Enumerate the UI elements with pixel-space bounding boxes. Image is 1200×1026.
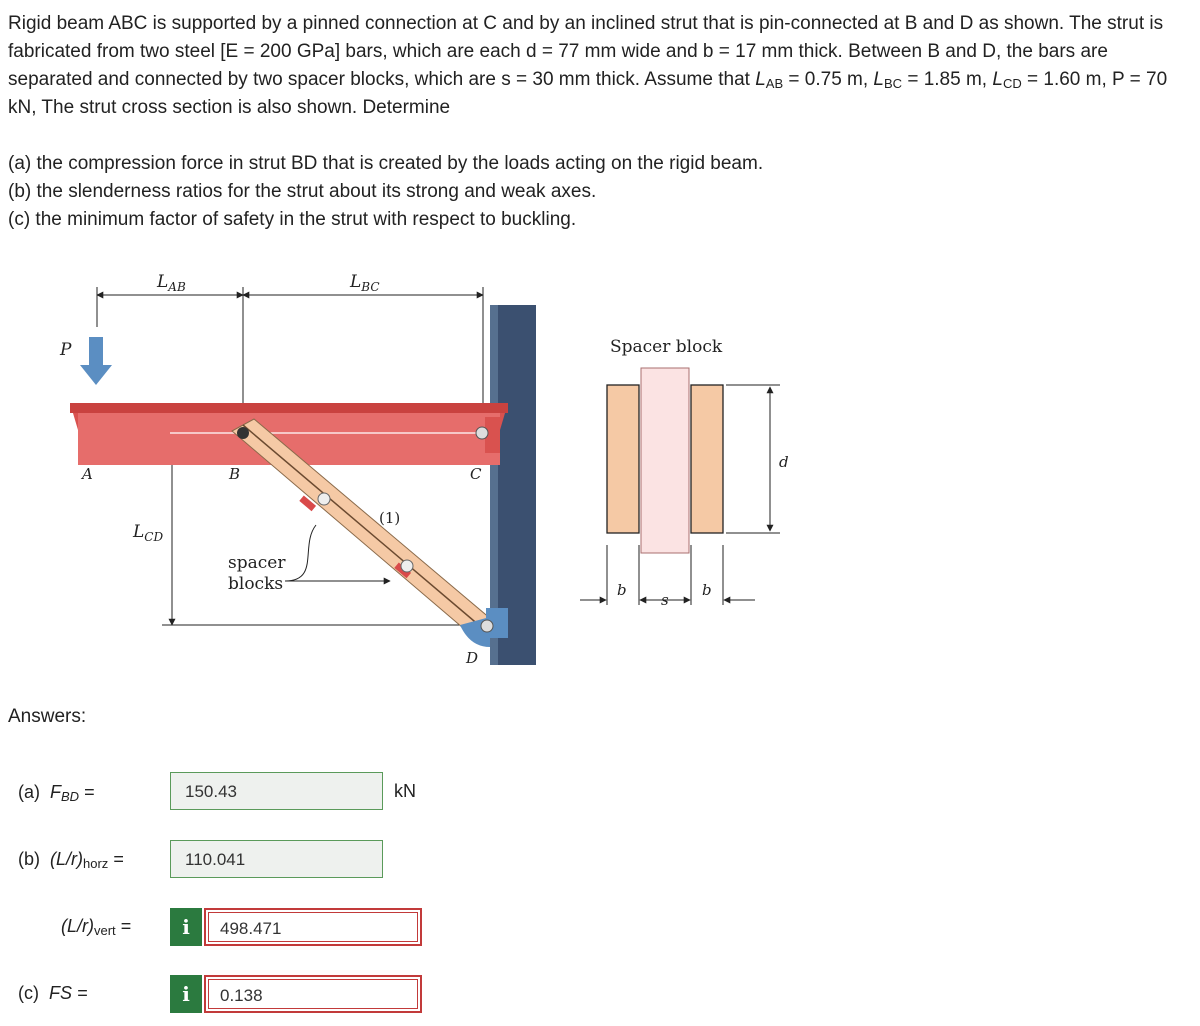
answer-a-label: (a) $F_{BD}$ = <box>18 782 95 804</box>
answer-a-input[interactable]: 150.43 <box>170 772 383 810</box>
info-icon[interactable]: i <box>170 975 202 1013</box>
section-label-d: d <box>779 453 789 471</box>
label-spacer-line2: blocks <box>228 574 284 594</box>
label-lcd: $L_{CD}$ <box>133 522 164 544</box>
part-b-text: (b) the slenderness ratios for the strut about its strong and weak axes. <box>8 181 597 202</box>
label-p: P <box>60 340 72 360</box>
answer-b-horz-label: (b) $(L/r)_{horz}$ = <box>18 849 124 871</box>
part-a-text: (a) the compression force in strut BD that is created by the loads acting on the rigid beam. <box>8 153 764 174</box>
load-arrow-icon <box>80 337 112 385</box>
label-c: C <box>470 465 482 483</box>
answer-a-unit: kN <box>394 781 416 801</box>
part-c-text: (c) the minimum factor of safety in the strut with respect to buckling. <box>8 209 577 230</box>
info-icon[interactable]: i <box>170 908 202 946</box>
label-spacer-line1: spacer <box>228 553 286 573</box>
label-member-1: (1) <box>379 509 401 527</box>
spacer-leader <box>285 525 316 581</box>
problem-parts <box>8 150 763 234</box>
label-b: B <box>229 465 241 483</box>
section-label-s: s <box>661 591 669 609</box>
answer-b-vert-input[interactable]: 498.471 <box>204 908 422 946</box>
section-label-b1: b <box>617 581 627 599</box>
label-lbc: $L_{BC}$ <box>350 272 380 294</box>
problem-statement <box>8 10 1193 122</box>
section-label-b2: b <box>702 581 712 599</box>
label-lab: $L_{AB}$ <box>157 272 186 294</box>
answer-c-label: (c) FS = <box>18 983 88 1003</box>
problem-intro: Rigid beam ABC is supported by a pinned connection at C and by an inclined strut that is pin-connected at B and D as shown. The strut is fabricated from two steel [E = 200 GPa] bars, which are each d = 77 mm wide and b = 17 mm thick. Between B and D, the bars are separated and connected by two spacer blocks, which are s = 30 mm thick. Assume that $L_{AB} = 0.75$ m, $L_{BC} = 1.85$ m, $L_{CD} = 1.60$ m, P = 70 kN, The strut cross section is also shown. Determine <box>8 13 1168 118</box>
answer-c-input[interactable]: 0.138 <box>204 975 422 1013</box>
label-d: D <box>466 649 479 667</box>
answers-heading: Answers: <box>8 706 87 727</box>
beam-strut-figure <box>0 255 1200 685</box>
cross-section <box>580 337 789 609</box>
answer-b-vert-label: $(L/r)_{vert}$ = <box>61 916 132 938</box>
label-a: A <box>82 465 93 483</box>
answer-b-horz-input[interactable]: 110.041 <box>170 840 383 878</box>
section-title: Spacer block <box>610 337 723 357</box>
